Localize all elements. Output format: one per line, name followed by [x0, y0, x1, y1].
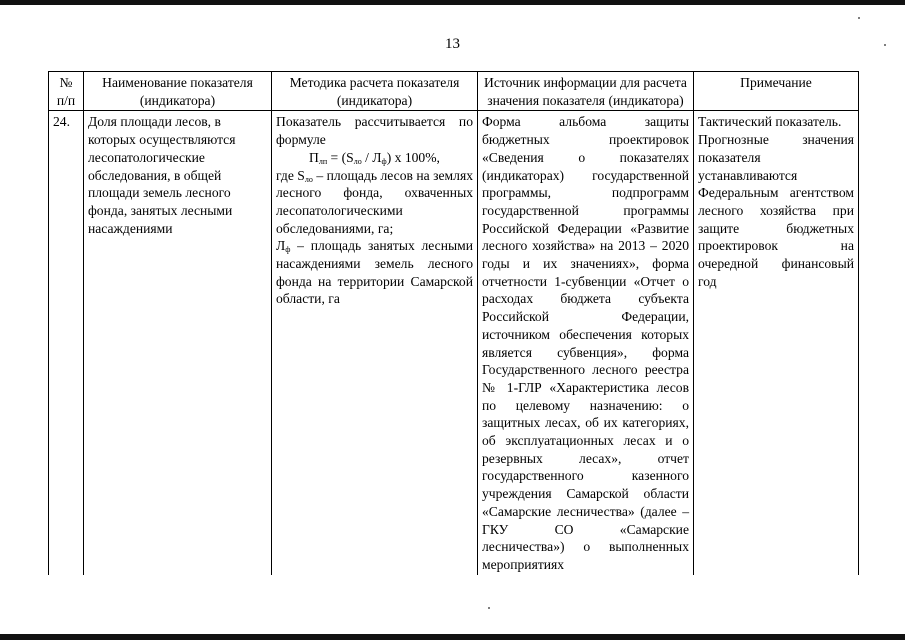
header-information-source: Источник информации для расчета значения показателя (индикатора) — [478, 72, 694, 111]
page-number: 13 — [445, 36, 460, 52]
formula: $П_{лп} = (S_{ло} / Л_ф)$ х 100%, — [309, 149, 440, 166]
scan-speck — [884, 44, 886, 46]
page-bottom-border — [0, 634, 905, 640]
calculation-method-cell — [272, 111, 478, 575]
note-line-1: Тактический показатель. — [698, 114, 842, 130]
note-cell — [694, 111, 859, 575]
row-number: 24. — [49, 111, 84, 575]
information-source-cell — [478, 111, 694, 575]
scan-speck — [488, 607, 490, 609]
table-row — [49, 111, 859, 575]
indicator-name-cell — [84, 111, 272, 575]
method-definition-s: где $S_{ло}$ – площадь лесов на землях лесного фонда, охваченных лесопатологическими обследованиями, га; — [276, 167, 473, 236]
table-header-row — [49, 72, 859, 111]
method-definition-l: $Л_ф$ – площадь занятых лесными насаждениями земель лесного фонда на территории Самарской области, га — [276, 238, 473, 307]
header-number: № п/п — [49, 72, 84, 111]
scan-speck — [858, 17, 860, 19]
method-intro: Показатель рассчитывается по формуле — [276, 114, 473, 148]
header-calculation-method: Методика расчета показателя (индикатора) — [272, 72, 478, 111]
note-line-2: Прогнозные значения показателя устанавливаются Федеральным агентством лесного хозяйства при защите бюджетных проектировок на очередной финансовый год — [698, 132, 854, 289]
header-indicator-name: Наименование показателя (индикатора) — [84, 72, 272, 111]
header-note: Примечание — [694, 72, 859, 111]
indicator-table — [48, 71, 859, 575]
information-source-text: Форма альбома защиты бюджетных проектировок «Сведения о показателях (индикаторах) государственной программы, подпрограмм государственной программы Российской Федерации «Развитие лесного хозяйства» на 2013 – 2020 годы и их значениях», форма отчетности 1-субвенции «Отчет о расходах бюджета субъекта Российской Федерации, источником обеспечения которых является субвенция», форма Государственного лесного реестра № 1-ГЛР «Характеристика лесов по целевому назначению: о защитных лесах, об их категориях, об эксплуатационных лесах и о резервных лесах», отчет государственного казенного учреждения Самарской области «Самарские лесничества» (далее – ГКУ СО «Самарские лесничества») о выполненных мероприятиях — [482, 114, 689, 572]
page-top-border — [0, 0, 905, 5]
indicator-name-text: Доля площади лесов, в которых осуществляются лесопатологические обследования, в общей площади земель лесного фонда, занятых лесными насаждениями — [88, 114, 236, 236]
